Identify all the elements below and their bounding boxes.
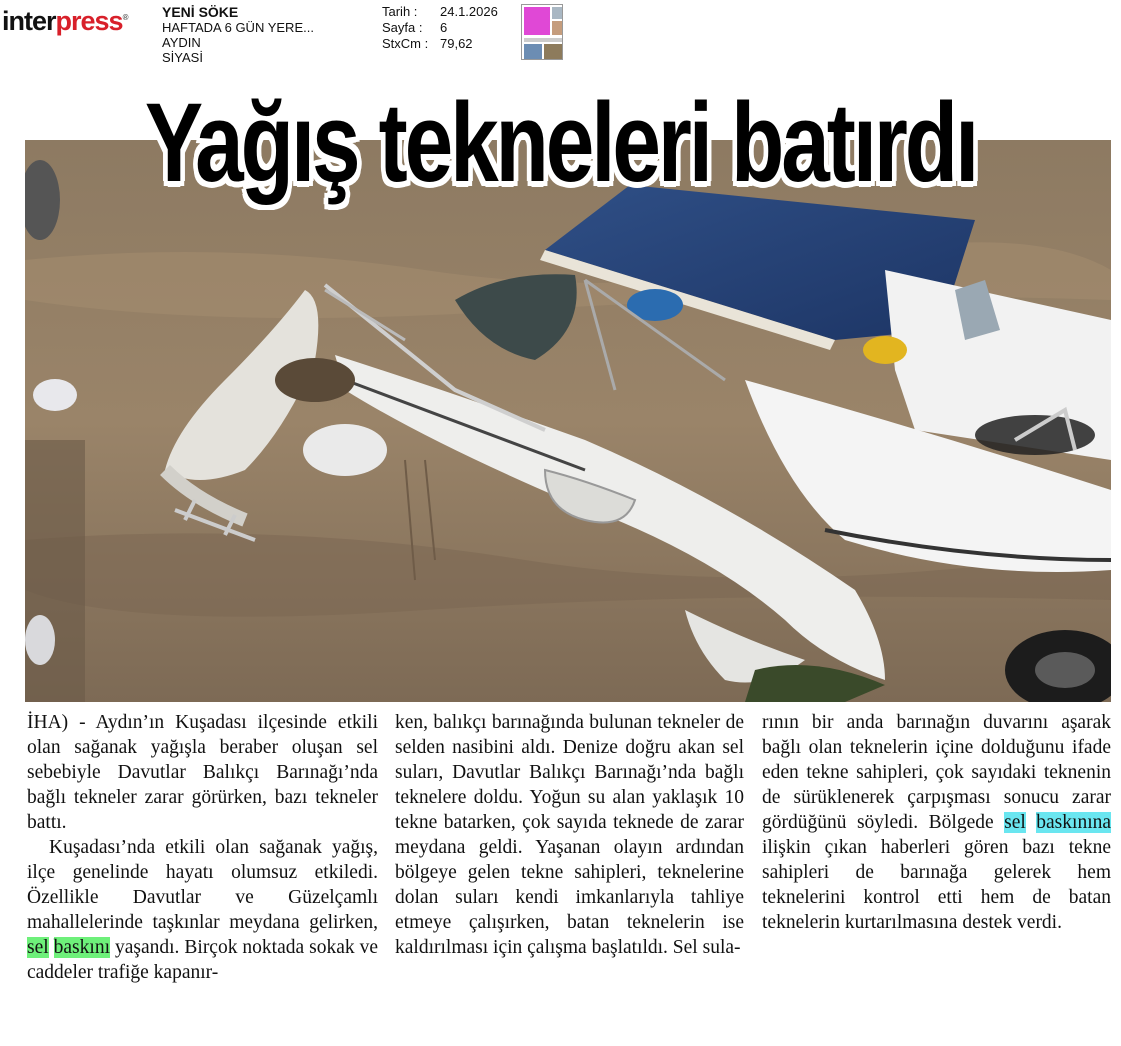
article-paragraph-1: İHA) - Aydın’ın Kuşadası ilçesinde etkili olan sağanak yağışla beraber oluşan sel sebebiyle Davutlar Balıkçı Barınağı’nda bağlı tekneler zarar görürken, bazı tekneler battı. bbox=[27, 712, 378, 833]
publication-frequency: HAFTADA 6 GÜN YERE... bbox=[162, 20, 314, 35]
meta-stxcm-label: StxCm : bbox=[382, 36, 429, 51]
highlight-sel: sel bbox=[27, 937, 49, 958]
article-column-3-text-a: rının bir anda barınağın duvarını aşarak bağlı olan teknelerin içine dolduğunu ifade eden tekne sahipleri, çok sayıdaki teknenin de sürüklenerek çarpışması sonucu zarar gördüğünü söyledi. Bölgede bbox=[762, 712, 1111, 833]
logo-part-1: inter bbox=[2, 6, 56, 36]
article-paragraph-2 bbox=[27, 835, 378, 985]
page-thumbnail[interactable] bbox=[521, 4, 563, 60]
article-column-2 bbox=[395, 710, 744, 960]
highlight-baskini: baskını bbox=[53, 937, 110, 958]
highlight-sel-2: sel bbox=[1004, 812, 1026, 833]
news-photo-flooded-boats bbox=[25, 140, 1111, 702]
meta-date-label: Tarih : bbox=[382, 4, 418, 19]
meta-page-value: 6 bbox=[440, 20, 448, 35]
meta-page-label: Sayfa : bbox=[382, 20, 423, 35]
interpress-logo bbox=[2, 6, 127, 37]
article-paragraph-2-text-b: yaşandı. Birçok noktada sokak ve caddeler trafiğe kapanır- bbox=[27, 937, 379, 983]
meta-stxcm-value: 79,62 bbox=[440, 36, 473, 51]
highlight-baskinina: baskınına bbox=[1036, 812, 1112, 833]
meta-date-value: 24.1.2026 bbox=[440, 4, 498, 19]
meta-date-row bbox=[382, 4, 498, 20]
article-column-3-text-b: ilişkin çıkan haberleri gören bazı tekne sahipleri de barınağa gelerek hem teknelerini kontrol etti hem de batan teknelerin kurtarılmasına destek verdi. bbox=[762, 837, 1111, 933]
article-paragraph-2-text-a: Kuşadası’nda etkili olan sağanak yağış, ilçe genelinde hayatı olumsuz etkiledi. Özellikle Davutlar ve Güzelçamlı mahallelerinde taşkınlar meydana gelirken, bbox=[27, 837, 378, 933]
article-column-3 bbox=[762, 710, 1111, 935]
article-column-3-text bbox=[762, 710, 1111, 935]
publication-name: YENİ SÖKE bbox=[162, 4, 239, 20]
meta-page-row bbox=[382, 20, 498, 36]
publication-section: SİYASİ bbox=[162, 50, 203, 65]
article-column-2-text: ken, balıkçı barınağında bulunan tekneler de selden nasibini aldı. Denize doğru akan sel suları, Davutlar Balıkçı Barınağı’nda bağlı teknelere doldu. Yoğun su alan yaklaşık 10 tekne batarken, çok sayıda teknede de zarar meydana geldi. Yaşanan olayın ardından bölgeye gelen tekne sahipleri, teknelerine dolan suları kendi imkanlarıyla tahliye etmeye çalışırken, batan teknelerin ise kaldırılması için çalışma başlatıldı. Sel sula- bbox=[395, 712, 744, 958]
logo-part-2: press bbox=[55, 6, 123, 36]
article-column-1 bbox=[27, 710, 378, 985]
publication-city: AYDIN bbox=[162, 35, 201, 50]
logo-registered-mark: ® bbox=[122, 13, 128, 22]
publication-info bbox=[162, 5, 314, 65]
clipping-meta bbox=[382, 4, 498, 52]
headline: Yağış tekneleri batırdı bbox=[144, 80, 977, 205]
meta-stxcm-row bbox=[382, 36, 498, 52]
